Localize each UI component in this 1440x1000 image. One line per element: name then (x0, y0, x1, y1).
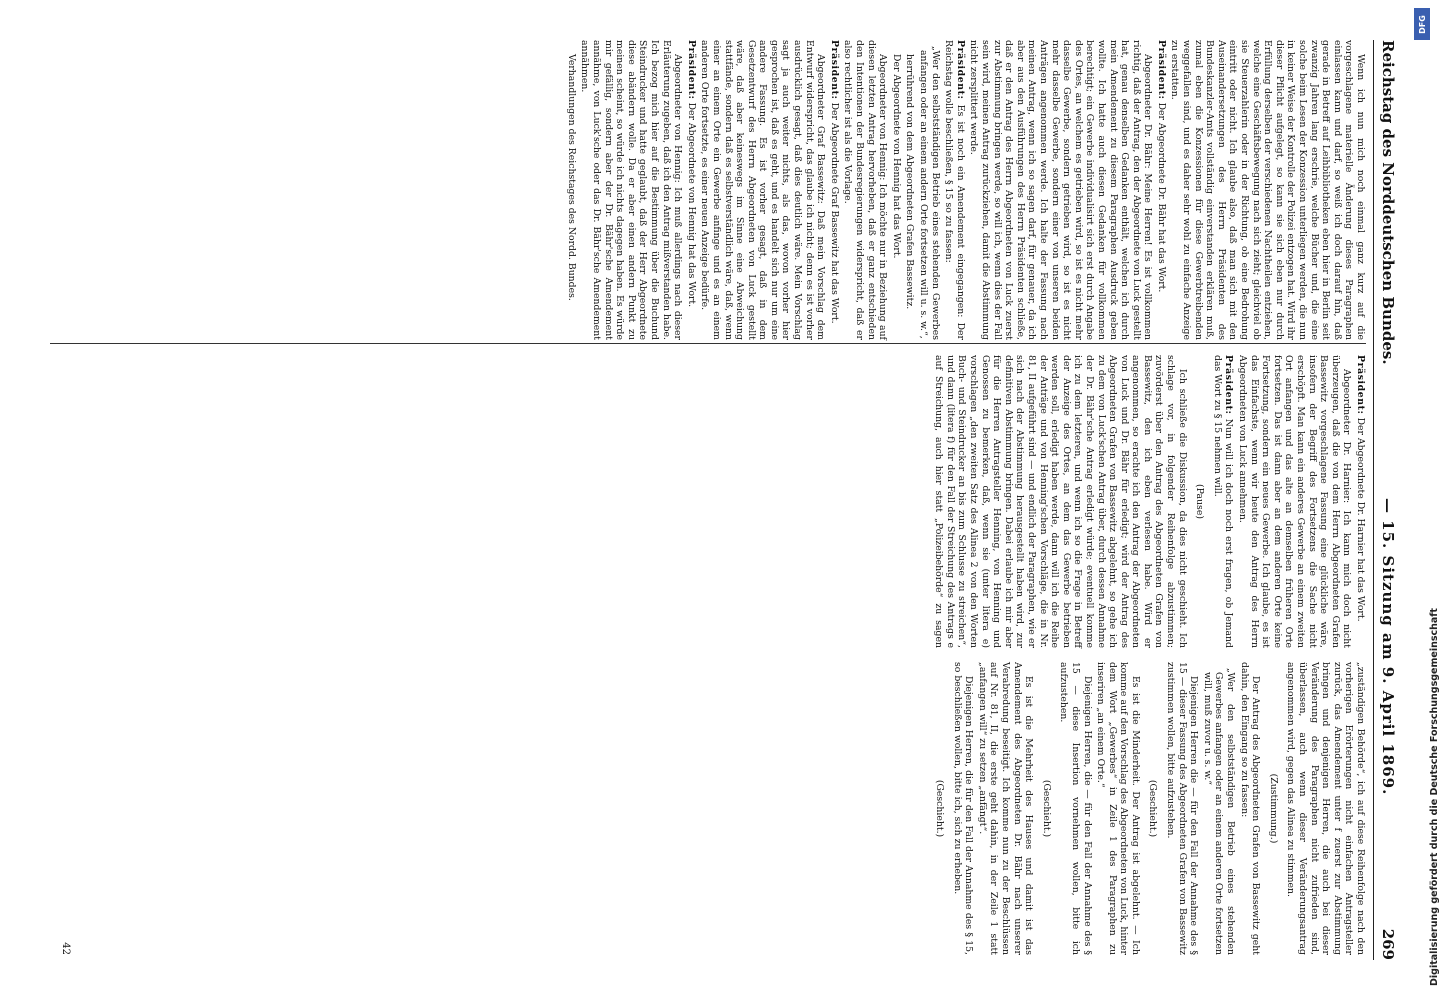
paragraph: Der Abgeordnete von Hennig hat das Wort. (890, 54, 902, 259)
speaker-text: Der Abgeordnete Dr. Bähr hat das Wort. (1155, 102, 1167, 293)
paragraph: Es ist die Minderheit. Der Antrag ist abgelehnt. — Ich komme auf den Vorschlag des Abgeordneten von Luck, hinter dem Wort „Gewerbes“ in Zeile 1 des Paragraphen zu inseriren „an einem Orte.“ (1095, 662, 1141, 955)
speaker-paragraph (1211, 355, 1234, 648)
speaker-text: Nun will ich doch noch erst fragen, ob Jemand das Wort zu § 15 nehmen will. (1211, 355, 1235, 648)
stage-direction: (Pause) (1194, 484, 1206, 519)
text-column-right (50, 355, 1366, 955)
paragraph: „Wer den selbstständigen Betrieb eines stehenden Gewerbes anfangen oder an einem anderen Orte fortsetzen will, muß zuvor u. s. w.“ (1201, 668, 1237, 955)
paragraph: Es ist die Mehrheit des Hauses und damit ist das Amendement des Abgeordneten Dr. Bähr nach unserer Verabredung beseitigt. Ich komme nun zu der Beschlüssen auf Nr. 81, II, die erste geht dahin, in der Zeile 1 statt „anfangen will“ zu setzen „anfängt“. (976, 662, 1035, 955)
paragraph: herrührend von dem Abgeordneten Grafen Bassewitz. (904, 54, 916, 310)
speaker-label: Präsident: (1155, 40, 1167, 100)
speaker-label: Präsident: (1355, 355, 1366, 415)
paragraph: Wenn ich nun mich noch einmal ganz kurz auf die vorgeschlagene materielle Änderung dieses Paragraphen einlassen kann und darf, so weiß ich doch darauf hin, daß gerade in Betreff auf Leihbibliotheken eben hier in Berlin seit zwanzig Jahren lang erschrie, welche Bücher und, die eine solche beim Lesen der Konzession unterliegen werden, die nun in keiner Weise der Kontrolle der Polizei entzogen hat. Wird ihr dieser Pflicht aufgelegt, so kann sie sich eben nur durch Erfüllung derselben der verschiedenen Nachtheilen entziehen, welche eine Geschäftsbewegung nach sich zieht; gleichviel ob sie Steuerzahlerin oder in der Richtung, ob eine Bedrohung eintritt oder nicht. Ich glaube also, daß man sich mit den Auseinandersetzungen des Herrn Präsidenten des Bundeskanzler-Amts vollständig einverstanden erklären muß, zumal eben die Konzessionen für diese Gewerbtreibenden weggefallen sind, und es daher sehr wohl zu einfache Anzeige zu erstatten. (1169, 40, 1366, 340)
stage-direction: (Geschieht.) (934, 779, 945, 838)
column-divider (50, 343, 1366, 344)
paragraph: Der Antrag des Abgeordneten Grafen von Bassewitz geht dahin, den Eingang so zu fassen: (1238, 662, 1262, 955)
speaker-text: Der Abgeordnete von Hennig hat das Wort. (685, 102, 697, 308)
text-column-left (50, 40, 1366, 340)
speaker-paragraph (1354, 355, 1366, 648)
paragraph: Abgeordneter Dr. Harnier: Ich kann mich doch nicht überzeugen, daß die von dem Herrn Abgeordneten Grafen Bassewitz vorgeschlagene Fassung eine glückliche wäre, insofern der Begriff des Fortsetzens die Sache nicht erschöpft. Man kann ein anderes Gewerbe an einem zweiten Ort anfangen und das alte an demselben früheren Orte fortsetzen. Das ist dann aber an dem anderen Orte keine Fortsetzung, sondern ein neues Gewerbe. Ich glaube, es ist das Einfachste, wenn wir heute den Antrag des Herrn Abgeordneten von Luck annehmen. (1237, 355, 1353, 648)
speaker-paragraph (685, 40, 697, 340)
speaker-label: Präsident: (954, 40, 966, 100)
dfg-logo: DFG (1414, 8, 1430, 40)
signature-mark: 42 (60, 942, 71, 955)
speaker-label: Präsident: (828, 40, 840, 100)
speaker-label: Präsident: (1223, 355, 1235, 415)
side-note (1411, 8, 1440, 993)
side-note-text: Digitalisierung gefördert durch die Deutsche Forschungsgemeinschaft (1429, 608, 1440, 986)
stage-direction: (Geschieht.) (1147, 779, 1159, 838)
paragraph: Diejenigen Herren, die — für den Fall der Annahme des § 15 — diese Insertion vornehmen wollen, bitte ich aufzustehen. (1058, 662, 1093, 955)
header-center: — 15. Sitzung am 9. April 1869. (1379, 497, 1397, 796)
paragraph: Abgeordneter von Hennig: Ich möchte nur in Beziehung auf diesen letzten Antrag hervorheben, daß er ganz entschieden den Intentionen der Bundesregierungen widerspricht, daß er also rechtlicher ist als die Vorlage. (842, 40, 889, 340)
page-header (1373, 40, 1402, 960)
paragraph: Abgeordneter Dr. Bähr: Meine Herren! Es ist vollkommen richtig, daß der Antrag, den der Abgeordnete von Luck gestellt hat, genau denselben Gedanken enthält, welchen ich durch mein Amendement zu diesem Paragraphen Ausdruck geben wollte. Ich hatte auch diesen Gedanken für vollkommen berechtigt; ein Gewerbe individualisirt sich erst durch Angabe des Ortes, an welchem es getrieben wird, so ist es nicht mehr dasselbe Gewerbe, sondern getrieben wird, so ist es nicht mehr dasselbe Gewerbe, sondern einer von unseren beiden Anträgen angenommen werde. Ich halte der Fassung nach meinen Antrag, wenn ich so sagen darf, für genauer, da ich aber aus den Ausführungen des Herrn Präsidenten schließe, daß er den Antrag des Herrn Abgeordneten von Luck zuerst zur Abstimmung bringen werde, so will ich, wenn dies der Fall sein wird, meinen Antrag zurückziehen, damit die Abstimmung nicht zersplittert werde. (968, 40, 1154, 340)
document-page (40, 25, 1410, 975)
speaker-paragraph (828, 40, 840, 340)
speaker-label: Präsident: (685, 40, 697, 100)
paragraph: Verhandlungen des Reichstages des Nordd. Bundes. (565, 54, 577, 301)
paragraph: Abgeordneter von Hennig: Ich muß allerdings nach dieser Erläuterung zugeben, daß ich den Antrag mißverstanden habe. Ich bezog mich hier auf die Bestimmung über die Buchund Steindrucker und hatte geglaubt, daß der Herr Abgeordnete diese abändern wolle. Da er aber einen andern Punkt zu meinen scheint, so würde ich nichts dagegen haben. Es würde mir gefällig, sondern aber der Dr. Bähr'sche Amendement annähme, von Luck'sche oder das Dr. Bähr'sche Amendement annähmen. (579, 40, 684, 340)
page-number: 269 (1379, 928, 1397, 960)
paragraph: „Wer den selbstständigen Betrieb eines stehenden Gewerbes anfangen oder an einem andern Orte fortsetzen will u. s. w.“, (918, 46, 941, 340)
speaker-text: Der Abgeordnete Dr. Harnier hat das Wort. (1355, 417, 1366, 622)
speaker-paragraph (943, 40, 966, 340)
stage-direction: (Geschieht.) (1040, 779, 1052, 838)
paragraph: Diejenigen Herren die — für den Fall der Annahme des § 15 — dieser Fassung des Abgeordneten Grafen von Bassewitz zustimmen wollen, bitte aufzustehen. (1165, 662, 1200, 955)
speaker-text: Es ist noch ein Amendement eingegangen: Der Reichstag wolle beschließen, § 15 so zu fassen: (943, 40, 966, 340)
paragraph: Ich schließe die Diskussion, da dies nicht geschieht. Ich schlage vor, in folgender Reihenfolge abzustimmen; zuvörderst über den Antrag des Abgeordneten Grafen von Bassewitz, den ich eben verlesen habe. Wird er angenommen, so erachte ich den Antrag der Abgeordneten von Luck und Dr. Bähr für erledigt; wird der Antrag des Abgeordneten Grafen von Bassewitz abgelehnt, so gehe ich zu dem von Luck'schen Antrag über, durch dessen Annahme der Dr. Bähr'sche Antrag erledigt würde; eventuell komme ich zu dem letzteren, und wenn ich so die Frage in Betreff der Anzeige des Ortes, an dem das Gewerbe betrieben werden soll, erledigt haben werde, dann will ich die Reihe der Anträge und von Henning'schen Vorschläge, die in Nr. 81, II aufgeführt sind — und endlich der Paragraphen, wie er sich nach der Abstimmung herausgestellt haben wird, zur definitiven Abstimmung bringen. Dabei erlaube ich mir aber für die Herren Antragsteller Henning, von Henning und Genossen zu bemerken, daß, wenn sie (unter litera e) vorschlagen „den zweiten Satz des Alinea 2 von den Worten Buch- und Steindrucker an bis zum Schlusse zu streichen“, und dann (litera f) für den Fall der Streichung des Antrags e auf Streichung, auch hier statt „Polizeibehörde“ zu sagen „zuständigen Behörde“, ich auf diese Reihenfolge nach den vorherigen Erörterungen nicht einfachen Antragsteller zurück, das Amendement unter f zuerst zur Abstimmung bringen und denjenigen Herren, die auch bei dieser Veränderung des Paragraphen nicht zufrieden sind, überlassen, auch wenn dieser Veränderungsantrag angenommen wird, gegen das Alinea zu stimmen. (933, 355, 1366, 955)
header-left: Reichstag des Norddeutschen Bundes. (1379, 40, 1397, 365)
speaker-text: Der Abgeordnete Graf Bassewitz hat das Wort. (828, 102, 840, 324)
stage-direction: (Zustimmung.) (1267, 773, 1279, 844)
speaker-paragraph (1155, 40, 1167, 340)
paragraph: Abgeordneter Graf Bassewitz: Daß mein Vorschlag dem Entwurf widerspricht, das glaube ich nicht; denn es ist vorher ausdrücklich gesagt, daß dies deutlich wäre. Mein Vorschlag sagt ja auch weiter nichts, als das, wovon vorher hier gesprochen ist, daß es geht, und es handelt sich nur um eine andere Fassung. Es ist vorher gesagt, daß in dem Gesetzentwurf des Herrn Abgeordneten von Luck gestellt wäre, daß aber keineswegs im Sinne eine Abweichung stattfände, sondern daß es selbstverständlich wäre, daß, wenn einer an einem Orte ein Gewerbe anfinge und es an einem anderen Orte fortsetzte, es einer neuen Anzeige bedürfe. (699, 40, 827, 340)
paragraph: Diejenigen Herren, die für den Fall der Annahme des § 15, so beschließen wollen, bitte ich, sich zu erheben. (951, 662, 975, 955)
